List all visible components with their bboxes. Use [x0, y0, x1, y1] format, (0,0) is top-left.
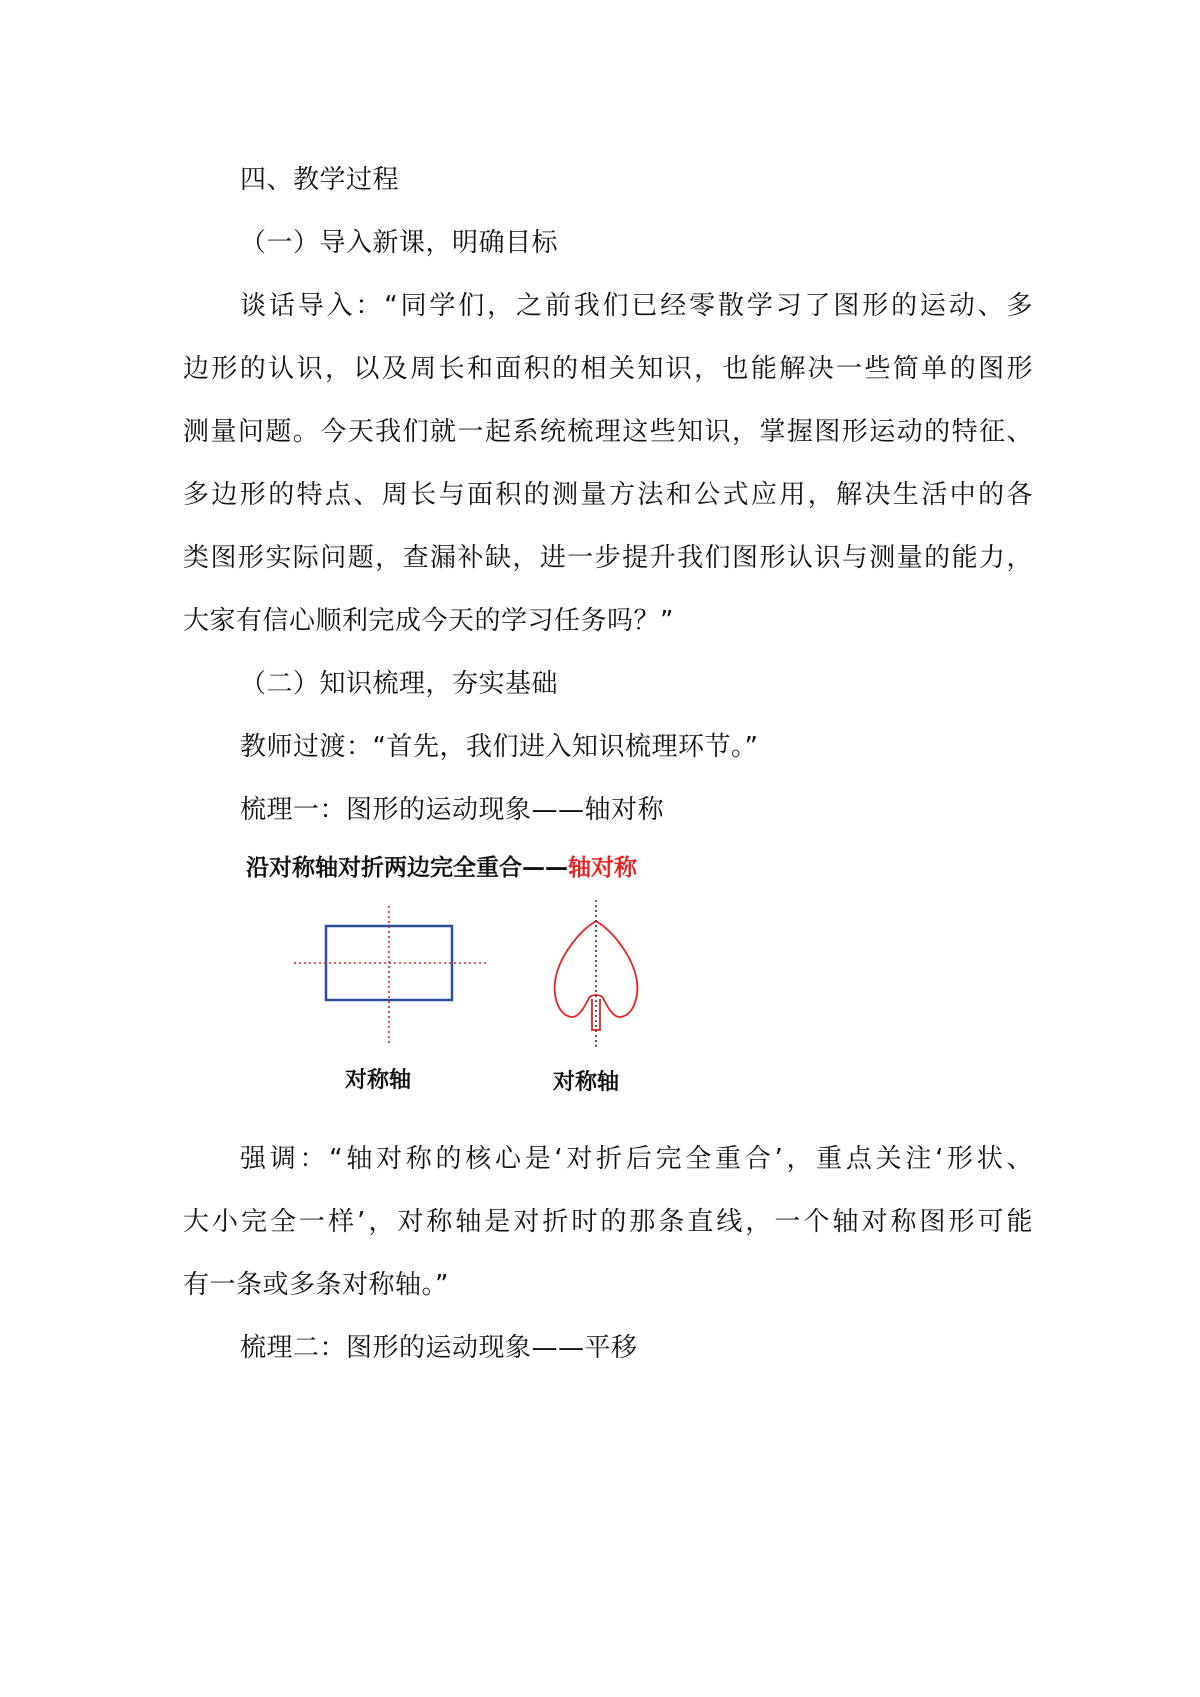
axis-symmetry-figure	[280, 900, 660, 1060]
axis-label-right: 对称轴	[553, 1070, 620, 1095]
section-heading: 四、教学过程	[240, 165, 400, 195]
figure-caption-highlight: 轴对称	[568, 855, 637, 881]
intro-paragraph-line-6: 大家有信心顺利完成今天的学习任务吗？”	[183, 606, 674, 636]
emphasis-paragraph-line-2: 大小完全一样’，对称轴是对折时的那条直线，一个轴对称图形可能	[183, 1207, 1033, 1237]
topic-1-title: 梳理一：图形的运动现象——轴对称	[240, 795, 665, 825]
intro-paragraph-line-5: 类图形实际问题，查漏补缺，进一步提升我们图形认识与测量的能力，	[183, 543, 1033, 573]
section-2-title: （二）知识梳理，夯实基础	[240, 669, 559, 699]
emphasis-paragraph-line-1: 强调：“轴对称的核心是‘对折后完全重合’，重点关注‘形状、	[240, 1144, 1033, 1174]
transition-text: 教师过渡：“首先，我们进入知识梳理环节。”	[240, 732, 759, 762]
intro-paragraph-line-4: 多边形的特点、周长与面积的测量方法和公式应用，解决生活中的各	[183, 480, 1033, 510]
intro-paragraph-line-3: 测量问题。今天我们就一起系统梳理这些知识，掌握图形运动的特征、	[183, 417, 1033, 447]
topic-2-title: 梳理二：图形的运动现象——平移	[240, 1333, 638, 1363]
figure-caption	[246, 852, 637, 884]
section-1-title: （一）导入新课，明确目标	[240, 228, 559, 258]
intro-paragraph-line-2: 边形的认识，以及周长和面积的相关知识，也能解决一些简单的图形	[183, 354, 1033, 384]
figure-caption-prefix: 沿对称轴对折两边完全重合——	[246, 855, 568, 881]
axis-label-left: 对称轴	[345, 1068, 412, 1093]
emphasis-paragraph-line-3: 有一条或多条对称轴。”	[183, 1270, 449, 1300]
intro-paragraph-line-1: 谈话导入：“同学们，之前我们已经零散学习了图形的运动、多	[240, 291, 1033, 321]
